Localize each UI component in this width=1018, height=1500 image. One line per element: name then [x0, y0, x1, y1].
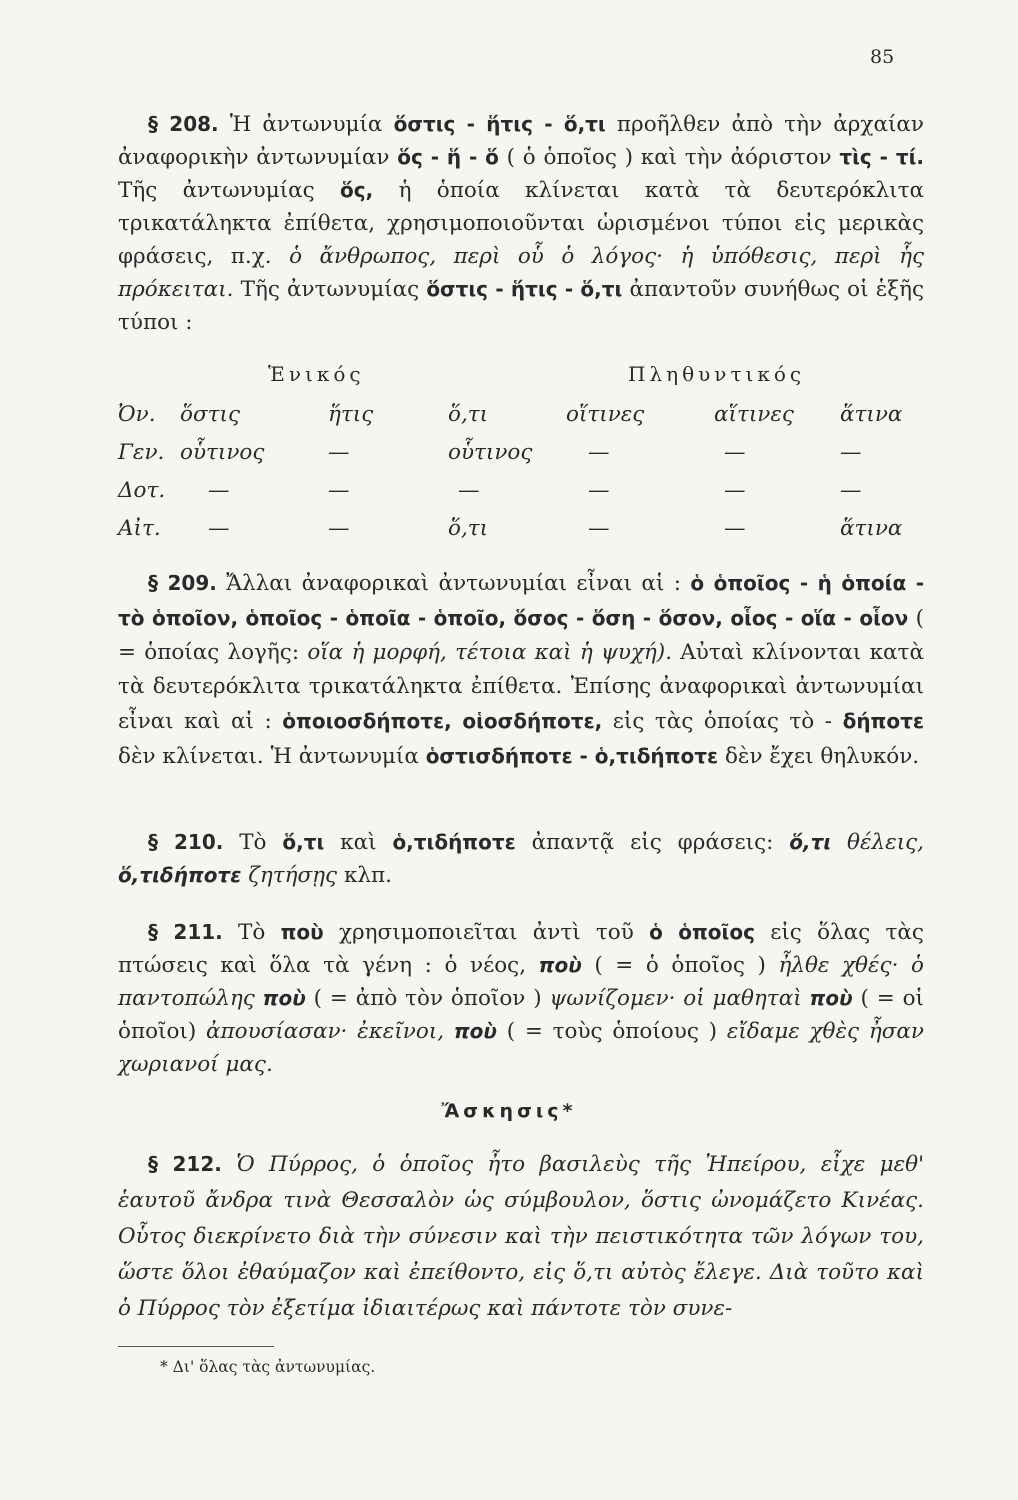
- section-number: § 212.: [148, 1152, 222, 1176]
- paragraph-209: § 209. Ἄλλαι ἀναφορικαὶ ἀντωνυμίαι εἶναι αἱ : ὁ ὁποῖος - ἡ ὁποία - τὸ ὁποῖον, ὁποῖος - ὁποῖα - ὁποῖο, ὅσος - ὅση - ὅσον, οἷος - οἵα - οἷον ( = ὁποίας λογῆς: οἵα ἡ μορφή, τέτοια καὶ ἡ ψυχή). Αὐταὶ κλίνονται κατὰ τὰ δευτερόκλιτα τρικατάληκτα ἐπίθετα. Ἐπίσης ἀναφορικαὶ ἀντωνυμίαι εἶναι καὶ αἱ : ὁποιοσδήποτε, οἱοσδήποτε, εἰς τὰς ὁποίας τὸ - δήποτε δὲν κλίνεται. Ἡ ἀντωνυμία ὁστισδήποτε - ὁ,τιδήποτε δὲν ἔχει θηλυκόν.: [118, 571, 925, 769]
- paragraph-208: § 208. Ἡ ἀντωνυμία ὅστις - ἥτις - ὅ,τι προῆλθεν ἀπὸ τὴν ἀρχαίαν ἀναφορικὴν ἀντωνυμίαν ὅς - ἥ - ὅ ( ὁ ὁποῖος ) καὶ τὴν ἀόριστον τὶς - τί. Τῆς ἀντωνυμίας ὅς, ἡ ὁποία κλίνεται κατὰ τὰ δευτερόκλιτα τρικατάληκτα ἐπίθετα, χρησιμοποιοῦνται ὡρισμένοι τύποι εἰς μερικὰς φράσεις, π.χ. ὁ ἄνθρωπος, περὶ οὗ ὁ λόγος· ἡ ὑπόθεσις, περὶ ἧς πρόκειται. Τῆς ἀντωνυμίας ὅστις - ἥτις - ὅ,τι ἀπαντοῦν συνήθως οἱ ἑξῆς τύποι :: [118, 112, 924, 335]
- table-row: Δοτ. — — — — — —: [118, 478, 862, 503]
- footnote: * Δι' ὅλας τὰς ἀντωνυμίας.: [160, 1358, 376, 1376]
- exercise-title: Ἄσκησις*: [441, 1100, 577, 1122]
- paragraph-211: § 211. Τὸ ποὺ χρησιμοποιεῖται ἀντὶ τοῦ ὁ ὁποῖος εἰς ὅλας τὰς πτώσεις καὶ ὅλα τὰ γένη : ὁ νέος, ποὺ ( = ὁ ὁποῖος ) ἦλθε χθές· ὁ παντοπώλης ποὺ ( = ἀπὸ τὸν ὁποῖον ) ψωνίζομεν· οἱ μαθηταὶ ποὺ ( = οἱ ὁποῖοι) ἀπουσίασαν· ἐκεῖνοι, ποὺ ( = τοὺς ὁποίους ) εἴδαμε χθὲς ἦσαν χωριανοί μας.: [118, 920, 924, 1077]
- page-number: 85: [870, 46, 895, 68]
- paragraph-210: § 210. Τὸ ὅ,τι καὶ ὁ,τιδήποτε ἀπαντᾷ εἰς φράσεις: ὅ,τι θέλεις, ὅ,τιδήποτε ζητήσῃς κλπ.: [118, 830, 924, 888]
- table-row: Αἰτ. — — ὅ,τι — — ἅτινα: [118, 516, 903, 541]
- section-number: § 208.: [148, 112, 219, 136]
- header-singular: Ἑνικός: [268, 362, 365, 386]
- header-plural: Πληθυντικός: [628, 362, 806, 386]
- section-number: § 211.: [148, 920, 223, 944]
- footnote-divider: [118, 1346, 274, 1347]
- table-row: Γεν. οὗτινος — οὗτινος — — —: [118, 440, 862, 465]
- table-row: Ὀν. ὅστις ἥτις ὅ,τι οἵτινες αἵτινες ἅτινα: [118, 402, 903, 427]
- section-number: § 209.: [148, 571, 217, 595]
- paragraph-212: § 212. Ὁ Πύρρος, ὁ ὁποῖος ἦτο βασιλεὺς τῆς Ἠπείρου, εἶχε μεθ' ἑαυτοῦ ἄνδρα τινὰ Θεσσαλὸν ὡς σύμβουλον, ὅστις ὠνομάζετο Κινέας. Οὗτος διεκρίνετο διὰ τὴν σύνεσιν καὶ τὴν πειστικότητα τῶν λόγων του, ὥστε ὅλοι ἐθαύμαζον καὶ ἐπείθοντο, εἰς ὅ,τι αὐτὸς ἔλεγε. Διὰ τοῦτο καὶ ὁ Πύρρος τὸν ἐξετίμα ἰδιαιτέρως καὶ πάντοτε τὸν συνε-: [118, 1152, 924, 1321]
- section-number: § 210.: [148, 830, 224, 854]
